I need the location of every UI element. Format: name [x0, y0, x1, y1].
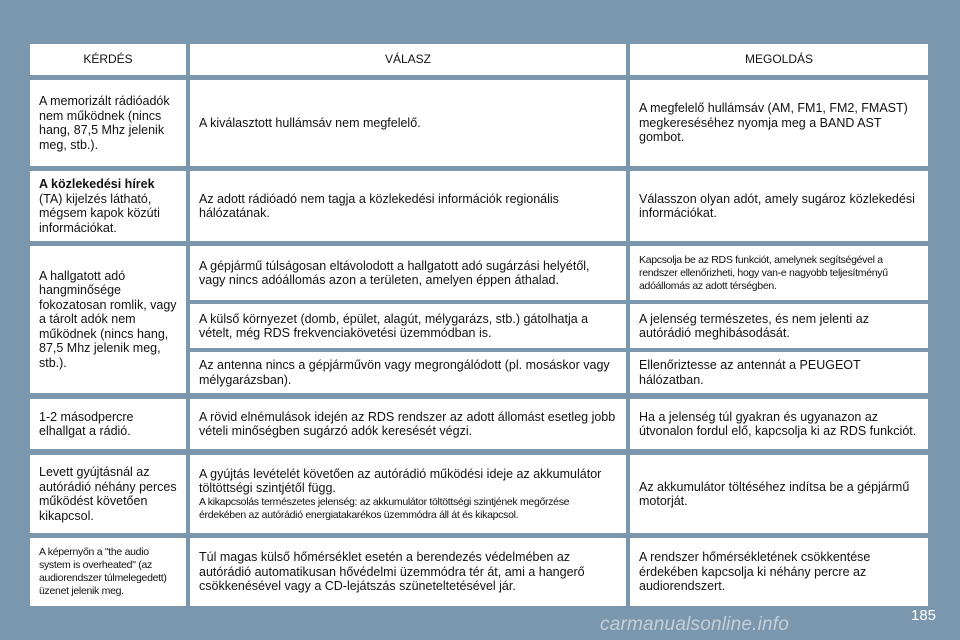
row-4-solution [630, 399, 928, 449]
row-5-question [30, 455, 186, 533]
header-solution [630, 44, 928, 75]
row-4-question [30, 399, 186, 449]
row-3b-answer [190, 304, 626, 348]
watermark: carmanualsonline.info [600, 614, 790, 635]
question-text: A képernyőn a "the audio system is overheated" (az audiorendszer túlmelegedett) üzenet jelenik meg. [39, 546, 167, 597]
question-text: A memorizált rádióadók nem működnek (nincs hang, 87,5 Mhz jelenik meg, stb.). [39, 94, 170, 152]
header-question-label: KÉRDÉS [83, 52, 133, 67]
answer-text: A rövid elnémulások idején az RDS rendszer az adott állomást esetleg jobb vételi minőségben sugárzó adók keresését végzi. [199, 409, 616, 438]
row-6-question [30, 538, 186, 606]
row-5-answer [190, 455, 626, 533]
row-2-solution [630, 171, 928, 241]
answer-text: A külső környezet (domb, épület, alagút, mélygarázs, stb.) gátolhatja a vételt, még RDS frekvenciakövetési üzemmódban is. [199, 311, 589, 340]
header-question [30, 44, 186, 75]
row-2-question [30, 171, 186, 241]
row-3-question [30, 246, 186, 393]
solution-text: A megfelelő hullámsáv (AM, FM1, FM2, FMAST) megkereséséhez nyomja meg a BAND AST gombot. [639, 101, 908, 145]
row-1-answer [190, 80, 626, 166]
question-text: 1-2 másodpercre elhallgat a rádió. [39, 409, 134, 438]
header-answer-label: VÁLASZ [384, 52, 432, 67]
solution-text: A rendszer hőmérsékletének csökkentése érdekében kapcsolja ki néhány percre az audiorendszert. [639, 550, 871, 594]
row-5-solution [630, 455, 928, 533]
answer-text: Az antenna nincs a gépjárművön vagy megrongálódott (pl. mosáskor vagy mélygarázsban). [199, 358, 610, 387]
row-2-answer [190, 171, 626, 241]
row-6-solution [630, 538, 928, 606]
header-answer [190, 44, 626, 75]
row-1-solution [630, 80, 928, 166]
answer-note: A kikapcsolás természetes jelenség: az akkumulátor töltöttségi szintjének megőrzése érdekében az autórádió energiatakarékos üzemmódra áll át és kikapcsol. [199, 495, 570, 521]
answer-text: A kiválasztott hullámsáv nem megfelelő. [199, 115, 421, 130]
solution-text: Ha a jelenség túl gyakran és ugyanazon az útvonalon fordul elő, kapcsolja ki az RDS funkciót. [639, 409, 917, 438]
row-3c-solution [630, 352, 928, 393]
solution-text: A jelenség természetes, és nem jelenti az autórádió meghibásodását. [639, 311, 869, 340]
header-solution-label: MEGOLDÁS [744, 52, 813, 67]
answer-text: Túl magas külső hőmérséklet esetén a berendezés védelmében az autórádió automatikusan hővédelmi üzemmódra tér át, ami a hangerő csökkenésével vagy a CD-lejátszás szüneteltetésével jár. [199, 550, 585, 594]
page-number: 185 [911, 607, 937, 624]
row-3b-solution [630, 304, 928, 348]
row-4-answer [190, 399, 626, 449]
answer-text: A gépjármű túlságosan eltávolodott a hallgatott adó sugárzási helyétől, vagy nincs adóállomás azon a területen, amelyen éppen áthalad. [199, 258, 590, 287]
answer-text: Az adott rádióadó nem tagja a közlekedési információk regionális hálózatának. [199, 191, 559, 220]
question-text: A hallgatott adó hangminősége fokozatosan romlik, vagy a tárolt adók nem működnek (nincs hang, 87,5 Mhz jelenik meg, stb.). [39, 268, 177, 370]
solution-text: Ellenőriztesse az antennát a PEUGEOT hálózatban. [639, 358, 861, 387]
row-3a-solution [630, 246, 928, 300]
question-text: (TA) kijelzés látható, mégsem kapok közúti információkat. [39, 191, 160, 235]
solution-text: Válasszon olyan adót, amely sugároz közlekedési információkat. [639, 191, 915, 220]
row-6-answer [190, 538, 626, 606]
solution-text: Az akkumulátor töltéséhez indítsa be a gépjármű motorját. [639, 479, 910, 508]
question-text: Levett gyújtásnál az autórádió néhány perces működést követően kikapcsol. [39, 465, 177, 523]
row-3a-answer [190, 246, 626, 300]
question-title: A közlekedési hírek [39, 177, 155, 191]
row-3c-answer [190, 352, 626, 393]
solution-text: Kapcsolja be az RDS funkciót, amelynek segítségével a rendszer ellenőrizheti, hogy van-e nagyobb teljesítményű adóállomás az adott térségben. [639, 253, 888, 292]
row-1-question [30, 80, 186, 166]
answer-text: A gyújtás levételét követően az autórádió működési ideje az akkumulátor töltöttségi szintjétől függ. [199, 466, 602, 495]
